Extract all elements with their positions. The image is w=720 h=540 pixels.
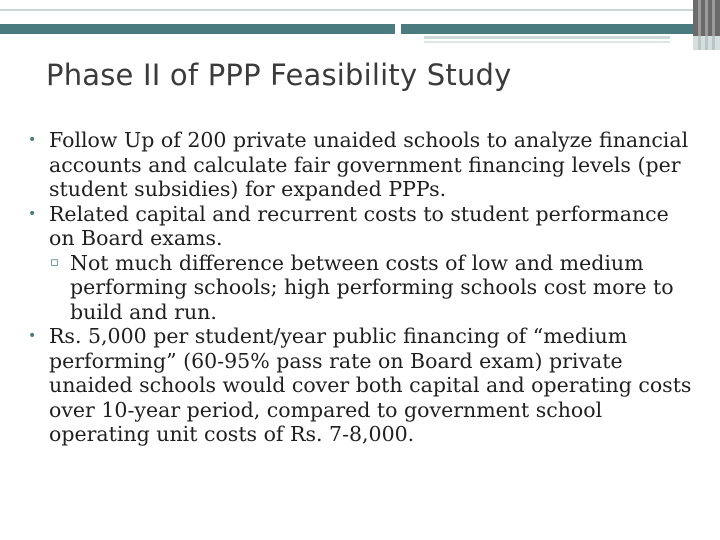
header-under-line (424, 36, 670, 39)
corner-stripe (705, 36, 708, 50)
slide-body (28, 128, 700, 447)
header-accent-gap (395, 24, 401, 34)
bullet-item (28, 324, 700, 447)
bullet-item (28, 202, 700, 251)
bullet-text: Follow Up of 200 private unaided schools to analyze financial accounts and calculate fair government financing levels (per student subsidies) for expanded PPPs. (49, 128, 689, 201)
corner-stripe (698, 0, 701, 36)
corner-block-dark (693, 0, 720, 36)
sub-bullet-text: Not much difference between costs of low and medium performing schools; high performing schools cost more to build and run. (70, 250, 674, 324)
header-accent-bar (0, 24, 693, 34)
header-under-line-2 (424, 41, 670, 43)
corner-block-light (693, 36, 720, 50)
corner-stripe (705, 0, 708, 36)
corner-stripe (712, 0, 715, 36)
bullet-square-icon: ▫ (50, 254, 59, 270)
corner-stripe (698, 36, 701, 50)
bullet-dot-icon: • (28, 205, 37, 222)
bullet-item (28, 128, 700, 202)
corner-stripe (712, 36, 715, 50)
bullet-dot-icon: • (28, 132, 37, 148)
header-thin-line (0, 9, 693, 11)
slide-title: Phase II of PPP Feasibility Study (46, 58, 512, 92)
bullet-text: Rs. 5,000 per student/year public financing of “medium performing” (60-95% pass rate on Board exam) private unaided schools would cover both capital and operating costs over 10-year period, compared to government school operating unit costs of Rs. 7-8,000. (49, 324, 692, 446)
bullet-dot-icon: • (28, 328, 37, 344)
bullet-list (28, 128, 700, 447)
bullet-text: Related capital and recurrent costs to student performance on Board exams. (49, 201, 669, 250)
sub-bullet-item (28, 251, 700, 325)
